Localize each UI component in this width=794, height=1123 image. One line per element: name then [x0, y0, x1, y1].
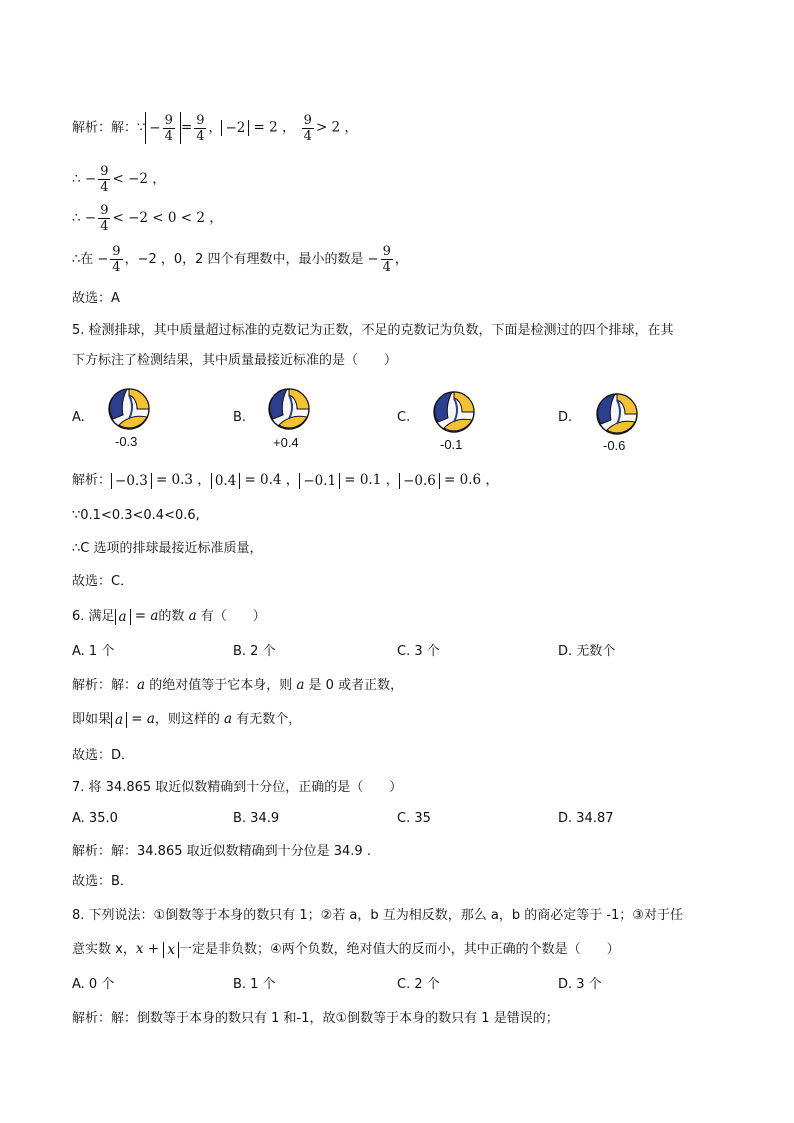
- q5-eq4: = 0.6 ，: [444, 472, 499, 488]
- q5-abs1: −0.3: [111, 473, 152, 489]
- q6-sol2-eq: =: [131, 711, 147, 727]
- q4-l4-den: 4: [112, 260, 121, 275]
- q4-l2-tail: < −2 ，: [112, 171, 166, 187]
- q5-abs3: −0.1: [299, 473, 340, 489]
- q5-option-a-value: -0.3: [115, 434, 138, 449]
- q5-option-b-value: +0.4: [273, 435, 299, 450]
- q5-option-d-value: -0.6: [603, 438, 626, 453]
- q4-l4-den2: 4: [382, 260, 391, 275]
- volleyball-icon: [432, 390, 476, 434]
- q8-x: x: [135, 941, 144, 957]
- q7-option-c: C. 35: [397, 811, 431, 826]
- q6-eq: =: [134, 608, 151, 624]
- volleyball-icon: [267, 387, 311, 431]
- q4-answer: 故选：A: [72, 291, 120, 306]
- q4-l2-den: 4: [100, 180, 109, 195]
- q4-solution-line2: [72, 164, 166, 195]
- volleyball-icon: [595, 392, 639, 436]
- q6-sol-a: a: [137, 677, 146, 693]
- q6-sol-mid: 的绝对值等于它本身，则: [145, 678, 297, 693]
- q6-stem-prefix: 6. 满足: [72, 609, 115, 624]
- q6-stem-end: 有（ ）: [196, 609, 266, 624]
- q8-option-b: B. 1 个: [233, 977, 276, 992]
- q6-answer: 故选：D．: [72, 748, 135, 763]
- q5-eq3: = 0.1 ，: [344, 472, 400, 488]
- q7-solution: 解析：解：34.865 取近似数精确到十分位是 34.9 .: [72, 844, 371, 859]
- q4-eq: =: [180, 119, 193, 136]
- q4-eq2: = 2 ，: [253, 119, 296, 136]
- q5-eq2: = 0.4 ，: [244, 472, 300, 488]
- q8-abs-x: x: [163, 942, 179, 958]
- q4-l2-num: 9: [100, 164, 109, 179]
- q5-abs2: 0.4: [211, 473, 240, 489]
- q4-l3-num: 9: [100, 203, 109, 218]
- q4-solution-line1: [72, 112, 358, 144]
- q6-solution-line2: [72, 709, 301, 730]
- q8-stem-line2: [72, 939, 620, 960]
- q4-abs-den: 4: [164, 129, 173, 144]
- q4-solution-line3: [72, 203, 223, 234]
- q4-solution-line4: [72, 244, 408, 275]
- q4-l4-num2: 9: [382, 244, 391, 259]
- q4-rhs-den: 4: [196, 128, 205, 144]
- q6-sol-prefix: 解析：解：: [72, 678, 138, 693]
- q8-stem-line1: 8. 下列说法：①倒数等于本身的数只有 1；②若 a，b 互为相反数，那么 a，b 的商必定等于 -1；③对于任: [72, 908, 683, 923]
- q4-l3-tail: < −2 < 0 < 2 ，: [112, 210, 223, 226]
- q4-l4-mid: ，−2 ，0，2 四个有理数中，最小的数是 −: [124, 252, 379, 267]
- q6-stem: [72, 606, 266, 627]
- q4-rhs-num: 9: [196, 112, 205, 128]
- q4-abs-num: 9: [164, 113, 173, 128]
- q6-option-a: A. 1 个: [72, 644, 115, 659]
- q8-l2-prefix: 意实数 x，: [72, 942, 136, 957]
- q6-sol-a2: a: [296, 677, 305, 693]
- q4-l2-prefix: ∴ −: [72, 171, 97, 187]
- q5-abs4: −0.6: [399, 473, 440, 489]
- q7-option-d: D. 34.87: [558, 811, 614, 826]
- q5-option-c-value: -0.1: [440, 437, 463, 452]
- q5-stem-line2: 下方标注了检测结果，其中质量最接近标准的是（ ）: [72, 353, 398, 368]
- q7-stem: 7. 将 34.865 取近似数精确到十分位，正确的是（ ）: [72, 780, 403, 795]
- q4-cmp-num: 9: [303, 112, 312, 128]
- q5-answer: 故选：C．: [72, 574, 134, 589]
- q6-a: a: [150, 608, 159, 624]
- q4-l4-num: 9: [112, 244, 121, 259]
- q8-option-d: D. 3 个: [558, 977, 602, 992]
- q6-sol-tail: 是 0 或者正数，: [304, 678, 404, 693]
- q6-sol2-abs: a: [111, 712, 127, 728]
- q5-option-d-letter: D.: [558, 410, 573, 425]
- q8-solution: 解析：解：倒数等于本身的数只有 1 和-1，故①倒数等于本身的数只有 1 是错误的；: [72, 1011, 559, 1026]
- q6-solution-line1: [72, 675, 403, 696]
- q5-sol-prefix: 解析：: [72, 473, 112, 488]
- q5-stem-line1: 5. 检测排球，其中质量超过标准的克数记为正数，不足的克数记为负数，下面是检测过的四个排球，在其: [72, 323, 674, 338]
- q5-option-b-letter: B.: [233, 410, 247, 425]
- q4-l4-tail: ，: [394, 252, 408, 267]
- q4-abs2: −2: [221, 120, 249, 136]
- q8-option-c: C. 2 个: [397, 977, 440, 992]
- q5-solution-line2: ∵0.1<0.3<0.4<0.6,: [72, 508, 200, 523]
- q6-option-d: D. 无数个: [558, 644, 616, 659]
- q5-solution-line3: ∴C 选项的排球最接近标准质量，: [72, 541, 263, 556]
- q7-option-b: B. 34.9: [233, 811, 280, 826]
- q6-sol2-prefix: 即如果: [72, 712, 112, 727]
- q4-l3-prefix: ∴ −: [72, 210, 97, 226]
- q6-sol2-tail: 有无数个，: [232, 712, 302, 727]
- q4-comma: ，: [208, 120, 222, 136]
- q4-cmp-tail: > 2 ，: [315, 119, 358, 136]
- q6-option-c: C. 3 个: [397, 644, 440, 659]
- q6-sol2-a: a: [146, 711, 155, 727]
- q6-abs-a: a: [115, 609, 131, 625]
- q5-option-c-letter: C.: [397, 410, 411, 425]
- q5-eq1: = 0.3 ，: [155, 472, 211, 488]
- q7-option-a: A. 35.0: [72, 811, 118, 826]
- q8-option-a: A. 0 个: [72, 977, 115, 992]
- q5-option-a-letter: A.: [72, 410, 85, 425]
- q8-plus: +: [143, 941, 164, 957]
- q6-option-b: B. 2 个: [233, 644, 276, 659]
- q6-stem-mid: 的数: [158, 609, 189, 624]
- q4-l4-prefix: ∴在 −: [72, 252, 109, 267]
- q4-sol-prefix: 解析：解：∵: [72, 120, 146, 136]
- q8-l2-tail: 一定是非负数；④两个负数，绝对值大的反而小，其中正确的个数是（ ）: [178, 942, 620, 957]
- q6-sol2-a2: a: [224, 711, 233, 727]
- q4-abs-expression: − $\frac{9}{4}$: [145, 112, 181, 144]
- q6-sol2-mid: ，则这样的: [154, 712, 225, 727]
- q7-answer: 故选：B．: [72, 874, 133, 889]
- volleyball-icon: [107, 387, 151, 431]
- q6-a2: a: [188, 608, 197, 624]
- q5-solution-line1: [72, 470, 499, 491]
- q4-l3-den: 4: [100, 219, 109, 234]
- q4-cmp-den: 4: [303, 128, 312, 144]
